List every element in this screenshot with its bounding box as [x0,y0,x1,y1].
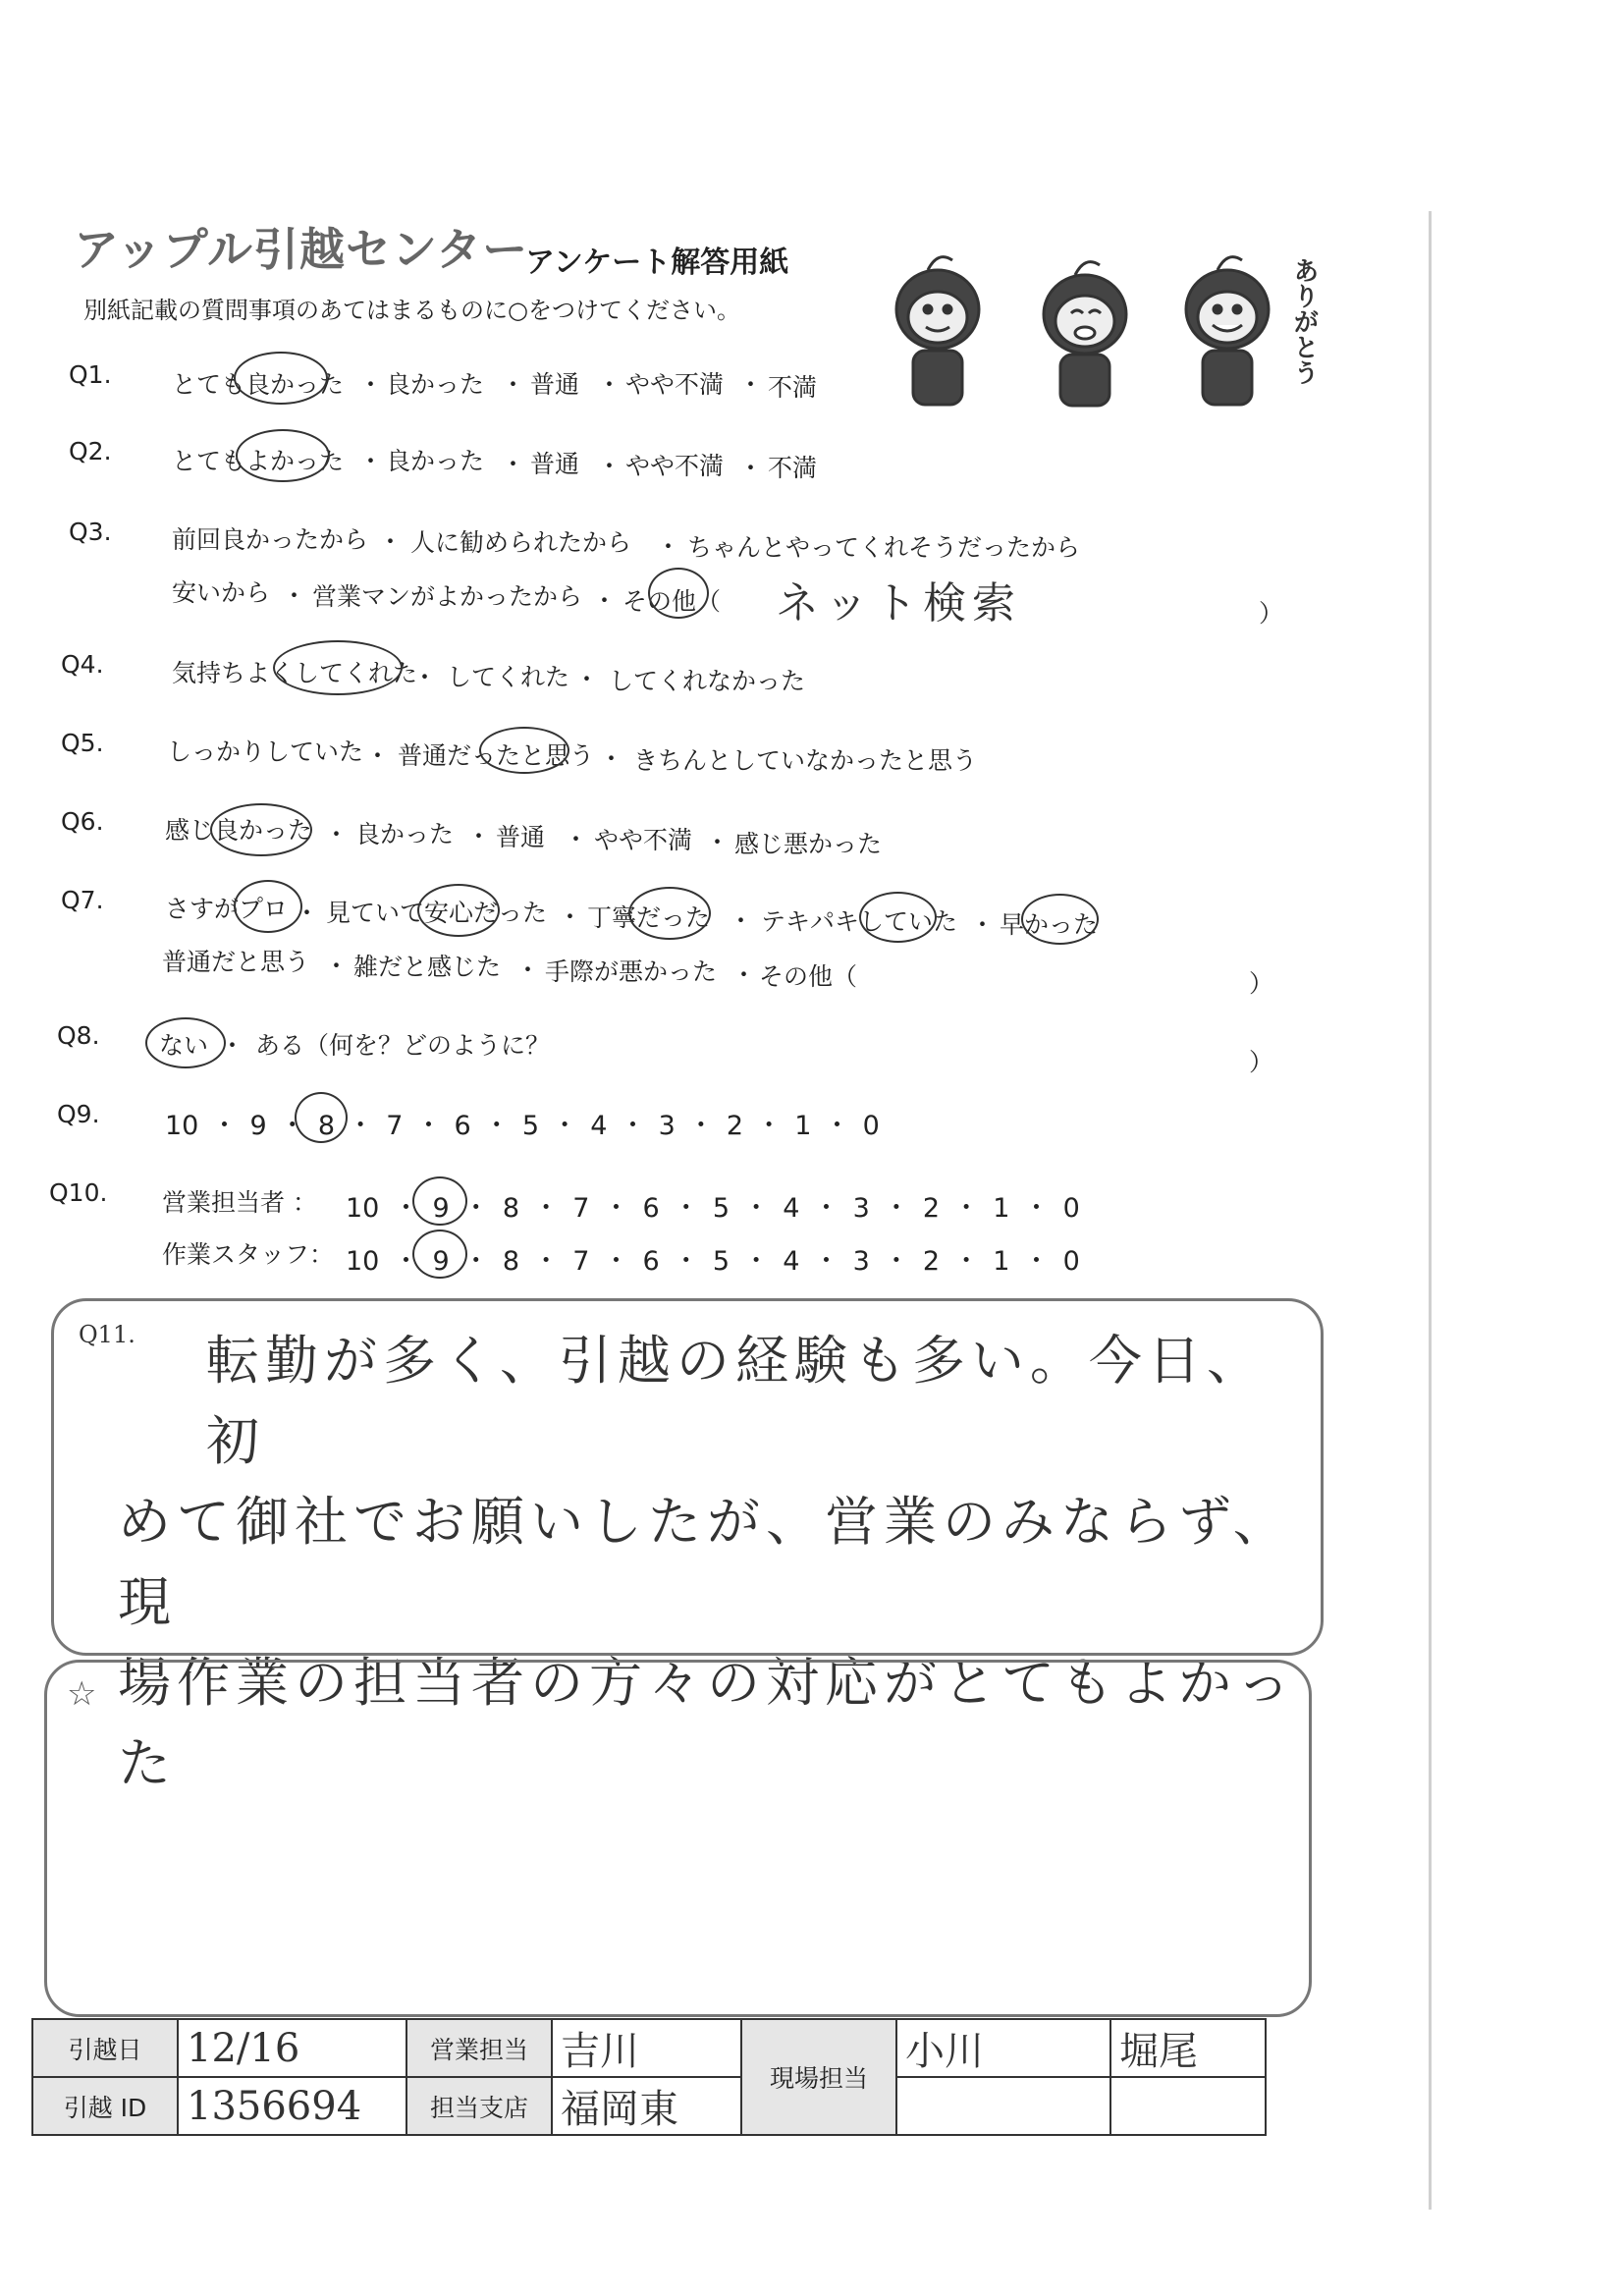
q7-separator: ・ [515,956,541,984]
q4-option-1[interactable]: 気持ちよくしてくれた [172,659,418,687]
q6-answer-circle [210,803,312,856]
q7-separator: ・ [295,899,320,927]
q1-separator: ・ [501,370,526,399]
q3-other-answer: ネット検索 [776,578,1021,629]
q3-separator: ・ [282,581,307,610]
q11-comment-line-2: めて御社でお願いしたが、営業のみならず、現 [118,1491,1292,1633]
q5-option-1[interactable]: しっかりしていた [167,738,364,766]
q2-separator: ・ [501,450,526,478]
q10-sales-label: 営業担当者 ： [162,1188,317,1217]
q1-option-3[interactable]: 普通 [530,370,580,399]
q4-option-3[interactable]: してくれなかった [609,667,806,695]
q6-option-3[interactable]: 普通 [496,823,546,851]
q2-label: Q2. [69,437,112,465]
q6-option-4[interactable]: やや不満 [594,826,693,854]
q6-label: Q6. [61,807,104,836]
q7-answer-circle-2 [417,884,500,937]
q6-separator: ・ [564,825,589,853]
q1-label: Q1. [69,360,112,389]
form-subtitle: アンケート解答用紙 [525,246,789,280]
q7-answer-circle-1 [234,880,302,933]
move-info-table [31,2018,1267,2136]
q8-label: Q8. [57,1021,100,1050]
q8-separator: ・ [220,1031,245,1060]
move-date-value: 12/16 [178,2019,406,2077]
q7-label: Q7. [61,886,104,914]
brand-title: アップル引越センター [74,223,529,276]
q7-option-3[interactable]: 丁寧だった [587,903,711,932]
mascot-monkeys-illustration [879,250,1311,417]
q9-label: Q9. [57,1100,100,1128]
q10-staff-scale[interactable]: 10 ・ 9 ・ 8 ・ 7 ・ 6 ・ 5 ・ 4 ・ 3 ・ 2 ・ 1 ・ 0 [346,1246,1080,1277]
q7-close-paren: ） [1249,969,1274,998]
q1-option-5[interactable]: 不満 [768,373,818,402]
q11-comment-line-3: 場作業の担当者の方々の対応がとてもよかった [118,1652,1296,1794]
q11-label: Q11. [79,1321,135,1348]
q2-option-4[interactable]: やや不満 [625,452,725,480]
q5-option-2[interactable]: 普通だったと思う [398,741,595,770]
q1-option-1[interactable]: とても良かった [172,370,345,399]
q8-answer-circle [145,1017,226,1068]
q7-option-1[interactable]: さすがプロ [165,895,289,923]
q2-answer-circle [236,429,330,482]
q7-separator: ・ [558,902,583,931]
move-id-label: 引越 ID [32,2077,178,2135]
q10-staff-answer-circle [412,1230,467,1279]
q1-option-2[interactable]: 良かった [386,370,485,399]
q2-separator: ・ [597,452,622,480]
q1-separator: ・ [358,370,384,399]
q7-separator: ・ [731,960,757,989]
q3-option-5[interactable]: 営業マンがよかったから [312,582,583,611]
q10-sales-scale[interactable]: 10 ・ 9 ・ 8 ・ 7 ・ 6 ・ 5 ・ 4 ・ 3 ・ 2 ・ 1 ・ 0 [346,1193,1080,1224]
q2-separator: ・ [738,454,764,482]
monkey-icon [896,257,979,405]
monkey-icon [1186,257,1269,405]
q11-comment-line-1: 転勤が多く、引越の経験も多い。今日、初 [206,1330,1266,1472]
q2-option-5[interactable]: 不満 [768,454,818,482]
q3-option-3[interactable]: ちゃんとやってくれそうだったから [687,533,1081,562]
q8-option-1[interactable]: ない [159,1031,209,1060]
q4-separator: ・ [412,663,438,691]
q9-answer-circle [295,1092,348,1143]
q6-separator: ・ [705,828,730,856]
q1-separator: ・ [597,370,622,399]
site-rep-empty-cell [896,2077,1110,2135]
q7-answer-circle-3 [628,887,711,940]
q7-separator: ・ [324,952,350,980]
q7-option-7[interactable]: 雑だと感じた [353,953,502,981]
q7-option-8[interactable]: 手際が悪かった [545,957,718,986]
q3-option-2[interactable]: 人に勧められたから [410,528,632,557]
mascot-caption: ありがとう [1289,257,1319,385]
q1-separator: ・ [738,370,764,399]
branch-label: 担当支店 [406,2077,552,2135]
star-icon: ☆ [67,1674,97,1714]
q1-answer-circle [234,352,328,405]
move-id-value: 1356694 [178,2077,406,2135]
q6-option-5[interactable]: 感じ悪かった [734,830,883,858]
q8-option-2[interactable]: ある（何を？どのように？ [255,1031,551,1060]
q3-separator: ・ [592,586,618,615]
q4-answer-circle [273,640,403,695]
q2-separator: ・ [358,447,384,475]
q2-option-3[interactable]: 普通 [530,450,580,478]
q3-separator: ・ [656,532,681,561]
q7-option-4[interactable]: テキパキしていた [761,907,958,936]
q7-option-6[interactable]: 普通だと思う [162,948,310,976]
q2-option-1[interactable]: とてもよかった [172,447,345,475]
site-rep-value-1: 小川 [896,2019,1110,2077]
sales-rep-label: 営業担当 [406,2019,552,2077]
q3-label: Q3. [69,518,112,546]
q3-answer-circle [648,568,709,619]
q6-separator: ・ [324,820,350,848]
q4-separator: ・ [574,665,600,693]
q3-close-paren: ） [1259,599,1284,628]
q7-option-other[interactable]: その他（ [759,962,858,991]
move-date-label: 引越日 [32,2019,178,2077]
sales-rep-value: 吉川 [552,2019,741,2077]
q5-separator: ・ [365,741,391,770]
q5-option-3[interactable]: きちんとしていなかったと思う [633,746,978,775]
q10-label: Q10. [49,1178,108,1207]
monkey-icon [1044,262,1126,406]
site-rep-value-2: 堀尾 [1110,2019,1266,2077]
branch-value: 福岡東 [552,2077,741,2135]
q7-separator: ・ [970,910,996,939]
q6-separator: ・ [466,822,492,850]
star-comment-box [44,1660,1312,2017]
q6-option-1[interactable]: 感じ良かった [165,816,313,845]
q7-answer-circle-4 [859,892,937,943]
q7-answer-circle-5 [1021,894,1099,945]
q4-label: Q4. [61,650,104,679]
q7-option-5[interactable]: 早かった [1000,910,1099,939]
q5-label: Q5. [61,729,104,757]
q3-option-other[interactable]: その他（ [622,587,722,616]
q7-separator: ・ [729,906,754,935]
q3-option-1[interactable]: 前回良かったから [172,525,369,554]
q10-staff-label: 作業スタッフ： [162,1240,335,1269]
q7-option-2[interactable]: 見ていて安心だった [326,899,548,927]
q6-option-2[interactable]: 良かった [355,820,455,848]
q2-option-2[interactable]: 良かった [386,447,485,475]
q3-option-4[interactable]: 安いから [172,578,271,607]
instruction-text: 別紙記載の質問事項のあてはまるものに○をつけてください。 [83,297,740,324]
site-rep-label: 現場担当 [741,2019,896,2135]
q8-close-paren: ） [1249,1048,1274,1076]
q1-option-4[interactable]: やや不満 [625,370,725,399]
q10-sales-answer-circle [412,1176,467,1226]
q5-answer-circle [479,727,569,774]
q5-separator: ・ [599,744,624,773]
page-edge-line [1429,211,1432,2210]
q9-scale[interactable]: 10 ・ 9 ・ 8 ・ 7 ・ 6 ・ 5 ・ 4 ・ 3 ・ 2 ・ 1 ・ 0 [165,1111,880,1141]
site-rep-empty-cell [1110,2077,1266,2135]
q3-separator: ・ [378,527,404,556]
q4-option-2[interactable]: してくれた [447,663,570,691]
